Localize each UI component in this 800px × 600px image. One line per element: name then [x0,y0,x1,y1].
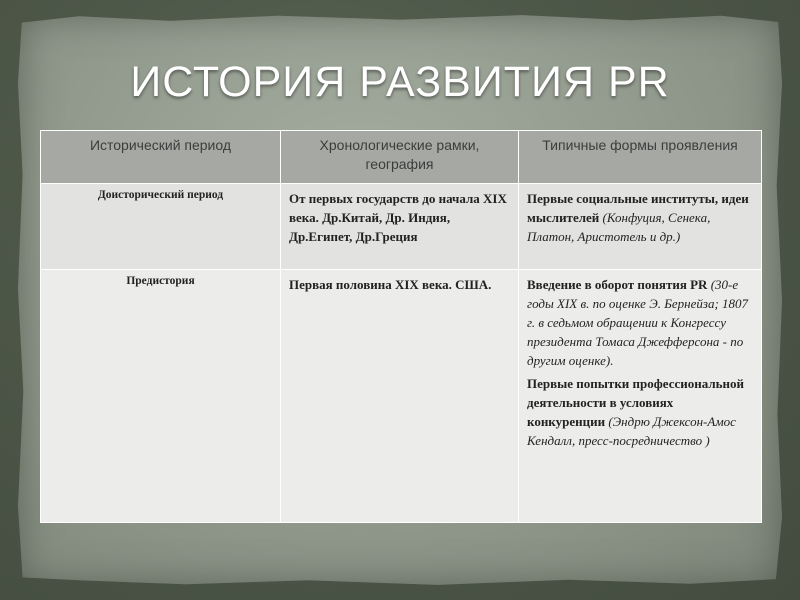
header-chrono: Хронологические рамки, география [281,131,519,184]
header-period: Исторический период [41,131,281,184]
header-forms: Типичные формы проявления [519,131,762,184]
forms-italic: (30-е годы XIX в. по оценке Э. Бернейза; 1807 г. в седьмом обращении к Конгрессу президента Томаса Джефферсона - по другим оценке). [527,277,749,368]
row-chrono: Первая половина XIX века. США. [281,270,519,523]
forms-paragraph [527,275,753,370]
row-period: Предистория [41,270,281,523]
row-forms [519,184,762,270]
forms-italic-2: (Эндрю Джексон-Амос Кендалл, пресс-посредничество ) [527,414,736,448]
table-row [41,184,762,270]
row-forms [519,270,762,523]
history-table [40,130,762,523]
forms-bold-2: Первые попытки профессиональной деятельности в условиях конкуренции [527,376,744,429]
forms-bold: Введение в оборот понятия PR [527,277,708,292]
row-chrono: От первых государств до начала XIX века. Др.Китай, Др. Индия, Др.Египет, Др.Греция [281,184,519,270]
row-period: Доисторический период [41,184,281,270]
table-header-row [41,131,762,184]
table-row [41,270,762,523]
forms-paragraph-2 [527,374,753,450]
forms-bold: Первые социальные институты, идеи мыслителей [527,191,749,225]
forms-italic: (Конфуция, Сенека, Платон, Аристотель и др.) [527,210,711,244]
slide-title: ИСТОРИЯ РАЗВИТИЯ PR [130,58,670,106]
